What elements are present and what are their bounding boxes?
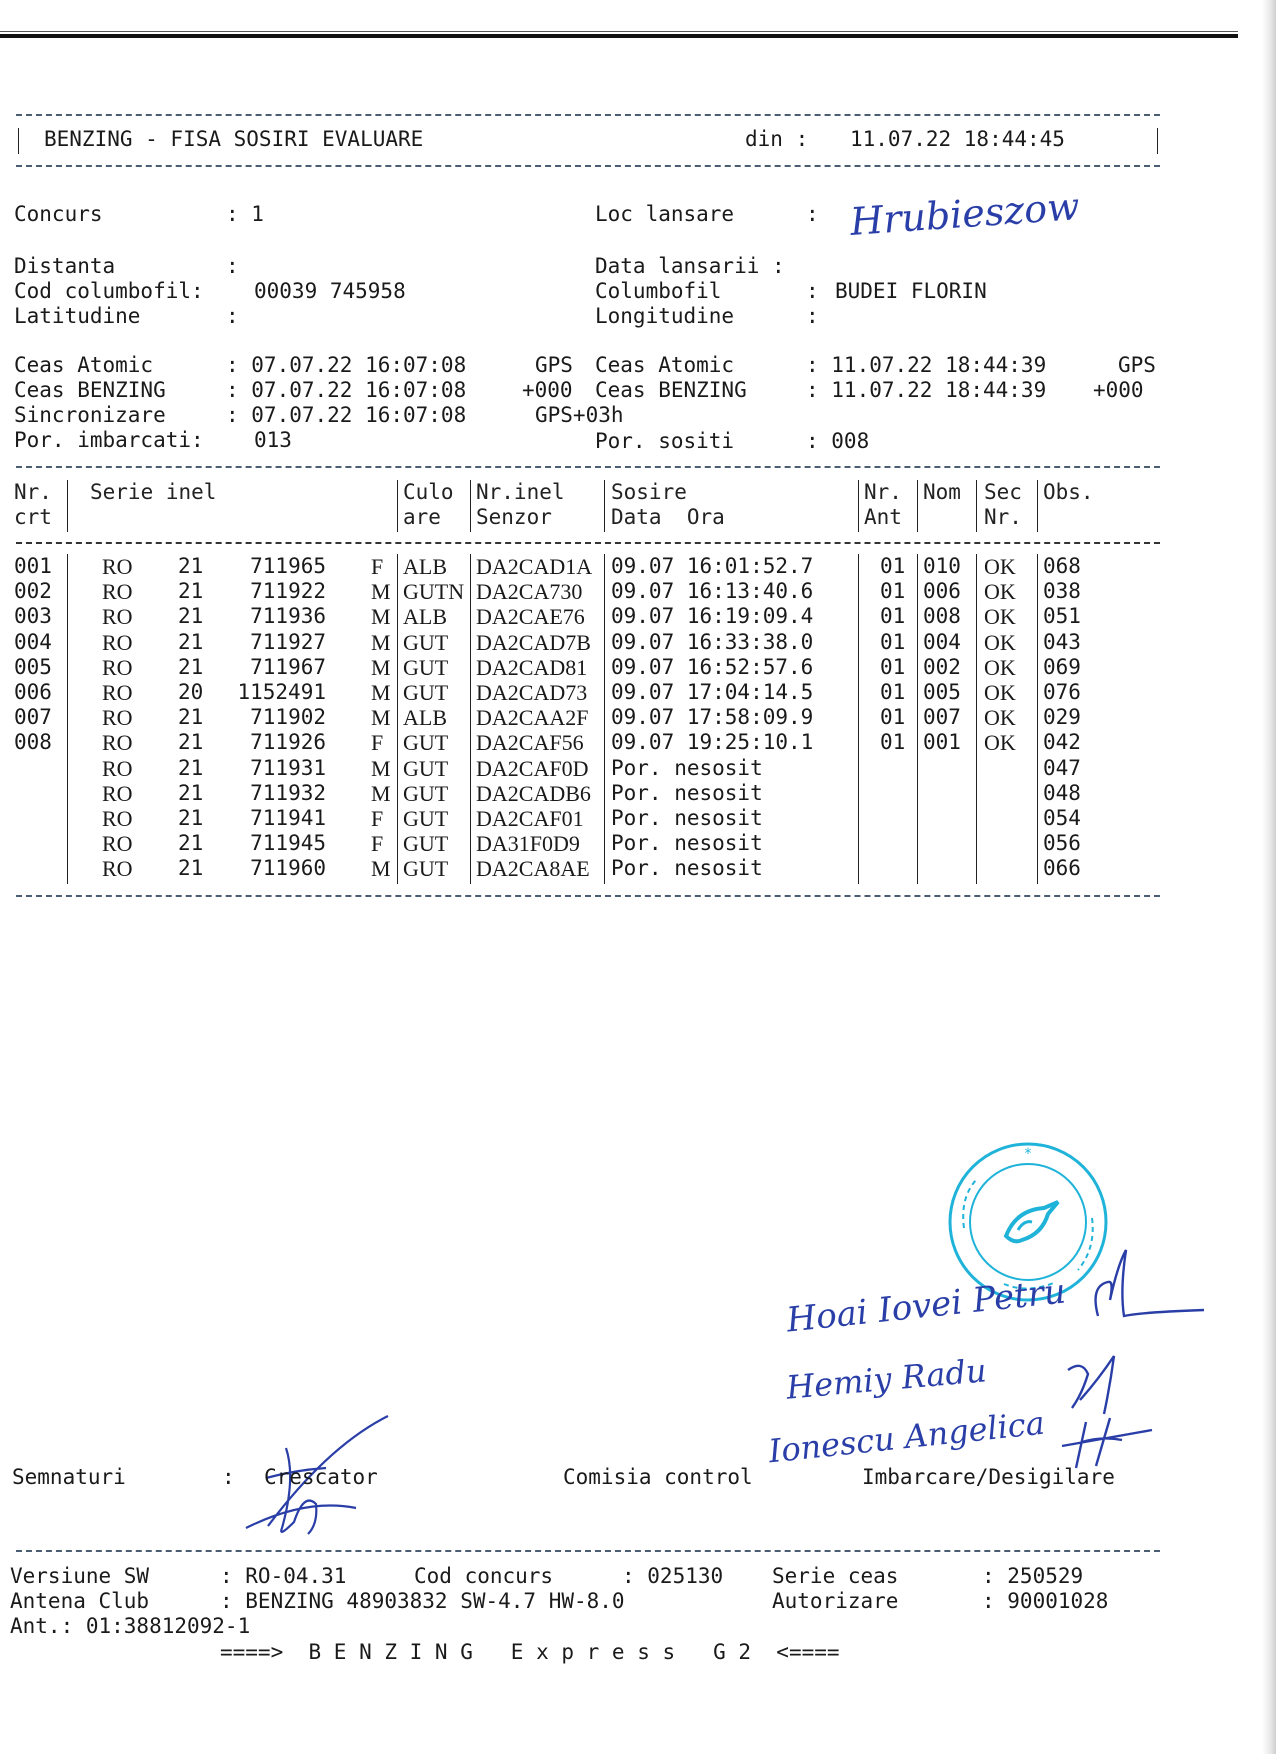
cell-year: 21	[178, 629, 204, 654]
cell-obs: 047	[1043, 755, 1081, 780]
cell-arrival: Por. nesosit	[611, 780, 763, 805]
cell-nr: 003	[14, 604, 52, 629]
cell-antenna: 01	[880, 579, 906, 604]
versiune-sw-label: Versiune SW	[10, 1564, 150, 1588]
cell-obs: 068	[1043, 554, 1081, 578]
cell-arrival: Por. nesosit	[611, 755, 763, 780]
cell-obs: 056	[1043, 831, 1081, 856]
hdr-sep-6	[917, 480, 918, 532]
col-senzor-header-1: Nr.inel	[476, 480, 565, 504]
cell-year: 21	[178, 579, 204, 604]
cell-sex: M	[371, 604, 391, 630]
cell-sec: OK	[984, 730, 1016, 756]
col-culoare-header-1: Culo	[403, 480, 454, 504]
svg-text:*: *	[1024, 1146, 1032, 1162]
clock-left-value: : 07.07.22 16:07:08	[226, 353, 467, 377]
cell-arrival: 09.07 19:25:10.1	[611, 730, 814, 755]
cell-nr: 005	[14, 654, 52, 679]
columbofil-label: Columbofil	[595, 279, 722, 303]
cell-sensor: DA2CAD81	[476, 654, 588, 680]
cell-color: GUT	[403, 629, 449, 655]
cell-nr: 007	[14, 705, 52, 730]
table-row	[0, 705, 1160, 730]
crescator-label: Crescator	[264, 1465, 378, 1489]
comisia-control-label: Comisia control	[563, 1465, 753, 1489]
cell-ring-number: 711945	[250, 831, 326, 856]
table-row	[0, 680, 1160, 705]
cod-concurs-label: Cod concurs	[414, 1564, 554, 1588]
cell-nom: 004	[923, 629, 961, 654]
cell-sec: OK	[984, 629, 1016, 655]
antenna-id: Ant.: 01:38812092-1	[10, 1614, 251, 1638]
concurs-value: : 1	[226, 202, 264, 226]
table-row	[0, 730, 1160, 755]
title-left-bar	[18, 128, 19, 154]
clock-left-label: Ceas Atomic	[14, 353, 154, 377]
cell-country: RO	[102, 680, 133, 705]
cell-sensor: DA2CAF0D	[476, 755, 589, 781]
cell-arrival: 09.07 16:13:40.6	[611, 579, 814, 604]
clock-right-label: Por. sositi	[595, 429, 735, 453]
cell-obs: 051	[1043, 604, 1081, 629]
versiune-sw-value: : RO-04.31	[220, 1564, 347, 1588]
latitudine-sep: :	[226, 304, 239, 328]
cell-year: 21	[178, 755, 204, 780]
cell-antenna: 01	[880, 680, 906, 704]
cell-sec: OK	[984, 680, 1016, 705]
clock-right-label: Ceas BENZING	[595, 378, 747, 402]
col-serie-header: Serie inel	[90, 480, 217, 504]
cell-country: RO	[102, 755, 133, 781]
cell-obs: 038	[1043, 579, 1081, 604]
hdr-sep-1	[67, 480, 68, 532]
clock-right-value: : 11.07.22 18:44:39	[806, 353, 1047, 377]
handwritten-signature-1: Hoai Iovei Petru	[784, 1271, 1068, 1341]
cell-sex: M	[371, 755, 391, 781]
cell-sex: F	[371, 831, 384, 857]
cell-color: GUT	[403, 730, 449, 756]
cell-year: 21	[178, 554, 204, 578]
title-top-rule	[16, 114, 1160, 116]
document-date: 11.07.22 18:44:45	[850, 127, 1065, 151]
col-nom-header: Nom	[923, 480, 961, 504]
cell-sensor: DA2CAA2F	[476, 705, 589, 731]
antena-club-label: Antena Club	[10, 1589, 150, 1613]
cell-nr: 006	[14, 680, 52, 704]
cell-sensor: DA31F0D9	[476, 831, 580, 857]
cell-ring-number: 711960	[250, 856, 326, 881]
cell-ring-number: 1152491	[237, 680, 326, 704]
cell-color: ALB	[403, 554, 447, 579]
cell-color: ALB	[403, 705, 447, 731]
clock-left-label: Sincronizare	[14, 403, 166, 427]
table-row	[0, 856, 1160, 881]
cod-columbofil-label: Cod columbofil:	[14, 279, 204, 303]
clock-left-suffix: GPS	[535, 353, 573, 377]
cell-sensor: DA2CAE76	[476, 604, 585, 630]
cell-country: RO	[102, 629, 133, 655]
semnaturi-sep: :	[222, 1465, 235, 1489]
hdr-sep-5	[858, 480, 859, 532]
cell-country: RO	[102, 705, 133, 731]
cell-obs: 054	[1043, 806, 1081, 830]
cell-obs: 029	[1043, 705, 1081, 730]
columbofil-value: BUDEI FLORIN	[835, 279, 987, 303]
cell-obs: 066	[1043, 856, 1081, 881]
cell-nr: 008	[14, 730, 52, 755]
clock-left-label: Por. imbarcati:	[14, 428, 204, 452]
clock-right-value: : 008	[806, 429, 870, 453]
cell-nom: 005	[923, 680, 961, 704]
cell-sex: F	[371, 730, 384, 756]
cell-year: 20	[178, 680, 204, 704]
cell-sensor: DA2CA8AE	[476, 856, 590, 882]
initials-mark-3	[1052, 1412, 1162, 1472]
distanta-sep: :	[226, 254, 239, 278]
benzing-express-banner: ====> B E N Z I N G E x p r e s s G 2 <====	[220, 1640, 840, 1664]
hdr-sep-8	[1037, 480, 1038, 532]
longitudine-sep: :	[806, 304, 819, 328]
cell-ring-number: 711965	[250, 554, 326, 578]
cell-sensor: DA2CAD7B	[476, 629, 591, 655]
cell-ring-number: 711967	[250, 654, 326, 679]
table-row	[0, 781, 1160, 806]
cell-color: ALB	[403, 604, 447, 630]
cell-sensor: DA2CAF56	[476, 730, 584, 756]
cell-ring-number: 711927	[250, 629, 326, 654]
concurs-label: Concurs	[14, 202, 103, 226]
cell-obs: 048	[1043, 780, 1081, 805]
cell-nom: 001	[923, 730, 961, 755]
cell-nom: 006	[923, 579, 961, 604]
col-culoare-header-2: are	[403, 505, 441, 529]
clock-left-label: Ceas BENZING	[14, 378, 166, 402]
hdr-sep-3	[470, 480, 471, 532]
col-ant-header-1: Nr.	[864, 480, 902, 504]
cell-color: GUTN	[403, 579, 465, 605]
table-row	[0, 831, 1160, 856]
cell-ring-number: 711902	[250, 705, 326, 730]
cell-year: 21	[178, 705, 204, 730]
cell-sex: M	[371, 654, 391, 680]
cell-sex: M	[371, 579, 391, 605]
autorizare-label: Autorizare	[772, 1589, 899, 1613]
cell-color: GUT	[403, 680, 449, 705]
cell-sec: OK	[984, 705, 1016, 731]
clock-left-suffix: GPS+03h	[535, 403, 624, 427]
cell-ring-number: 711936	[250, 604, 326, 629]
initials-mark-1	[1080, 1246, 1210, 1326]
cell-year: 21	[178, 806, 204, 830]
autorizare-value: : 90001028	[982, 1589, 1109, 1613]
table-row	[0, 655, 1160, 680]
col-obs-header: Obs.	[1043, 480, 1094, 504]
cell-sensor: DA2CADB6	[476, 780, 591, 806]
latitudine-label: Latitudine	[14, 304, 141, 328]
col-ant-header-2: Ant	[864, 505, 902, 529]
cell-sex: M	[371, 856, 391, 882]
cell-sec: OK	[984, 579, 1016, 605]
handwritten-signature-2: Hemiy Radu	[784, 1351, 988, 1407]
cell-sensor: DA2CA730	[476, 579, 583, 605]
col-sosire-header-2: Data Ora	[611, 505, 725, 529]
table-row	[0, 756, 1160, 781]
col-sosire-header-1: Sosire	[611, 480, 687, 504]
loc-lansare-label: Loc lansare	[595, 202, 735, 226]
cell-color: GUT	[403, 755, 449, 781]
cell-sex: M	[371, 705, 391, 731]
cell-nr: 002	[14, 579, 52, 604]
document-date-label: din :	[745, 127, 809, 151]
col-nr-header-2: crt	[14, 505, 52, 529]
cell-year: 21	[178, 654, 204, 679]
clock-right-suffix: GPS	[1118, 353, 1156, 377]
cell-nom: 008	[923, 604, 961, 629]
cell-color: GUT	[403, 654, 449, 680]
cell-nr: 004	[14, 629, 52, 654]
clock-right-label: Ceas Atomic	[595, 353, 735, 377]
clock-left-value: 013	[254, 428, 292, 452]
cell-arrival: 09.07 16:19:09.4	[611, 604, 814, 629]
cell-country: RO	[102, 604, 133, 630]
cell-antenna: 01	[880, 730, 906, 755]
cod-columbofil-value: 00039 745958	[254, 279, 406, 303]
table-row	[0, 604, 1160, 629]
serie-ceas-label: Serie ceas	[772, 1564, 899, 1588]
cell-obs: 042	[1043, 730, 1081, 755]
cell-arrival: 09.07 16:01:52.7	[611, 554, 814, 578]
cell-country: RO	[102, 554, 133, 579]
cell-arrival: 09.07 17:58:09.9	[611, 705, 814, 730]
cell-sex: F	[371, 554, 384, 579]
distanta-label: Distanta	[14, 254, 116, 278]
cell-ring-number: 711931	[250, 755, 326, 780]
col-sec-header-1: Sec	[984, 480, 1022, 504]
cell-country: RO	[102, 730, 133, 756]
document-title: BENZING - FISA SOSIRI EVALUARE	[44, 127, 424, 151]
cell-antenna: 01	[880, 629, 906, 654]
clock-left-value: : 07.07.22 16:07:08	[226, 403, 467, 427]
cell-antenna: 01	[880, 604, 906, 629]
cell-nom: 010	[923, 554, 961, 578]
scan-edge-shadow	[1262, 0, 1276, 1754]
cell-arrival: Por. nesosit	[611, 856, 763, 881]
cell-country: RO	[102, 806, 133, 831]
cell-arrival: Por. nesosit	[611, 806, 763, 830]
top-edge-line	[0, 31, 1238, 32]
cell-color: GUT	[403, 806, 449, 831]
col-senzor-header-2: Senzor	[476, 505, 552, 529]
cell-nr: 001	[14, 554, 52, 578]
table-row	[0, 806, 1160, 831]
cell-sec: OK	[984, 554, 1016, 579]
clock-right-value: : 11.07.22 18:44:39	[806, 378, 1047, 402]
cell-country: RO	[102, 856, 133, 882]
cell-nom: 002	[923, 654, 961, 679]
table-row	[0, 579, 1160, 604]
cell-arrival: 09.07 16:52:57.6	[611, 654, 814, 679]
hdr-sep-4	[604, 480, 605, 532]
cod-concurs-value: : 025130	[622, 1564, 724, 1588]
table-row	[0, 630, 1160, 655]
cell-year: 21	[178, 831, 204, 856]
table-row	[0, 554, 1160, 579]
cell-sex: M	[371, 680, 391, 705]
cell-ring-number: 711941	[250, 806, 326, 830]
cell-nom: 007	[923, 705, 961, 730]
cell-arrival: 09.07 16:33:38.0	[611, 629, 814, 654]
initials-mark-2	[1058, 1350, 1138, 1420]
cell-arrival: Por. nesosit	[611, 831, 763, 856]
cell-ring-number: 711922	[250, 579, 326, 604]
data-lansarii-label: Data lansarii :	[595, 254, 785, 278]
serie-ceas-value: : 250529	[982, 1564, 1084, 1588]
cell-antenna: 01	[880, 654, 906, 679]
cell-sensor: DA2CAD73	[476, 680, 588, 705]
cell-year: 21	[178, 604, 204, 629]
cell-sec: OK	[984, 654, 1016, 680]
cell-antenna: 01	[880, 554, 906, 578]
cell-country: RO	[102, 780, 133, 806]
header-bottom-rule	[16, 542, 1160, 544]
handwritten-signature-3: Ionescu Angelica	[766, 1403, 1047, 1471]
cell-color: GUT	[403, 831, 449, 857]
cell-year: 21	[178, 856, 204, 881]
antena-club-value: : BENZING 48903832 SW-4.7 HW-8.0	[220, 1589, 625, 1613]
top-edge-bar	[0, 34, 1238, 38]
cell-country: RO	[102, 831, 133, 857]
cell-color: GUT	[403, 856, 449, 882]
cell-year: 21	[178, 730, 204, 755]
cell-sex: F	[371, 806, 384, 831]
cell-sensor: DA2CAF01	[476, 806, 584, 831]
cell-obs: 076	[1043, 680, 1081, 704]
table-bottom-rule	[16, 895, 1160, 897]
col-sec-header-2: Nr.	[984, 505, 1022, 529]
cell-color: GUT	[403, 780, 449, 806]
cell-ring-number: 711932	[250, 780, 326, 805]
cell-antenna: 01	[880, 705, 906, 730]
cell-obs: 043	[1043, 629, 1081, 654]
cell-year: 21	[178, 780, 204, 805]
cell-sex: M	[371, 780, 391, 806]
title-right-bar	[1157, 128, 1158, 154]
cell-sensor: DA2CAD1A	[476, 554, 593, 579]
loc-lansare-sep: :	[806, 202, 819, 226]
cell-sec: OK	[984, 604, 1016, 630]
semnaturi-label: Semnaturi	[12, 1465, 126, 1489]
columbofil-sep: :	[806, 279, 819, 303]
cell-obs: 069	[1043, 654, 1081, 679]
cell-arrival: 09.07 17:04:14.5	[611, 680, 814, 704]
clock-right-suffix: +000	[1093, 378, 1144, 402]
col-nr-header-1: Nr.	[14, 480, 52, 504]
cell-country: RO	[102, 579, 133, 605]
clock-left-suffix: +000	[522, 378, 573, 402]
cell-ring-number: 711926	[250, 730, 326, 755]
cell-country: RO	[102, 654, 133, 680]
loc-lansare-handwritten: Hrubieszow	[848, 184, 1081, 244]
table-top-rule	[16, 466, 1160, 468]
hdr-sep-2	[397, 480, 398, 532]
longitudine-label: Longitudine	[595, 304, 735, 328]
cell-sex: M	[371, 629, 391, 655]
imbarcare-label: Imbarcare/Desigilare	[862, 1465, 1115, 1489]
hdr-sep-7	[976, 480, 977, 532]
footer-top-rule	[16, 1550, 1160, 1552]
title-bottom-rule	[16, 165, 1160, 167]
clock-left-value: : 07.07.22 16:07:08	[226, 378, 467, 402]
